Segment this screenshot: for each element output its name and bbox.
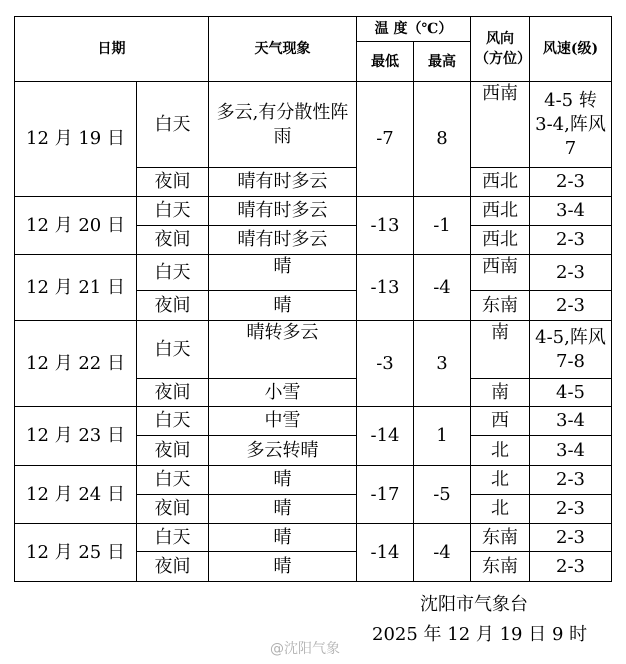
weather-cell: 中雪	[209, 407, 357, 436]
date-cell: 12 月 20 日	[15, 197, 137, 255]
header-wind-direction: 风向（方位）	[471, 17, 530, 82]
period-cell: 白天	[137, 321, 209, 379]
date-cell: 12 月 19 日	[15, 82, 137, 197]
period-cell: 夜间	[137, 495, 209, 524]
wind-speed-cell: 4-5	[530, 379, 612, 407]
high-temp-cell: -4	[414, 255, 471, 321]
wind-speed-cell: 3-4	[530, 436, 612, 466]
weather-cell: 小雪	[209, 379, 357, 407]
low-temp-cell: -7	[357, 82, 414, 197]
weather-cell: 晴	[209, 524, 357, 552]
weather-cell: 晴转多云	[209, 321, 357, 379]
wind-speed-cell: 2-3	[530, 255, 612, 291]
header-wind-speed: 风速(级)	[530, 17, 612, 82]
wind-direction-cell: 东南	[471, 524, 530, 552]
wind-speed-cell: 2-3	[530, 495, 612, 524]
high-temp-cell: -4	[414, 524, 471, 582]
period-cell: 白天	[137, 524, 209, 552]
period-cell: 夜间	[137, 552, 209, 582]
low-temp-cell: -13	[357, 255, 414, 321]
wind-speed-cell: 2-3	[530, 466, 612, 495]
wind-speed-cell: 3-4	[530, 407, 612, 436]
wind-direction-cell: 北	[471, 466, 530, 495]
date-cell: 12 月 21 日	[15, 255, 137, 321]
issuing-organization: 沈阳市气象台	[420, 594, 528, 615]
high-temp-cell: -1	[414, 197, 471, 255]
wind-speed-cell: 3-4	[530, 197, 612, 226]
header-weather: 天气现象	[209, 17, 357, 82]
high-temp-cell: 8	[414, 82, 471, 197]
weather-cell: 晴	[209, 495, 357, 524]
weather-cell: 多云转晴	[209, 436, 357, 466]
low-temp-cell: -17	[357, 466, 414, 524]
issue-time: 2025 年 12 月 19 日 9 时	[372, 624, 588, 645]
wind-direction-cell: 西南	[471, 82, 530, 168]
date-cell: 12 月 25 日	[15, 524, 137, 582]
high-temp-cell: 3	[414, 321, 471, 407]
period-cell: 夜间	[137, 291, 209, 321]
period-cell: 白天	[137, 197, 209, 226]
weather-cell: 晴有时多云	[209, 197, 357, 226]
weather-cell: 晴	[209, 552, 357, 582]
wind-direction-cell: 西北	[471, 197, 530, 226]
header-low: 最低	[357, 42, 414, 82]
wind-direction-cell: 东南	[471, 291, 530, 321]
date-cell: 12 月 22 日	[15, 321, 137, 407]
weather-cell: 晴	[209, 291, 357, 321]
weather-cell: 多云,有分散性阵雨	[209, 82, 357, 168]
high-temp-cell: -5	[414, 466, 471, 524]
wind-speed-cell: 2-3	[530, 552, 612, 582]
wind-speed-cell: 2-3	[530, 226, 612, 255]
wind-speed-cell: 2-3	[530, 524, 612, 552]
wind-direction-cell: 西	[471, 407, 530, 436]
wind-speed-cell: 2-3	[530, 168, 612, 197]
forecast-table	[14, 16, 612, 582]
wind-direction-cell: 北	[471, 495, 530, 524]
wind-speed-cell: 4-5 转 3-4,阵风 7	[530, 82, 612, 168]
wind-direction-cell: 北	[471, 436, 530, 466]
weather-cell: 晴有时多云	[209, 168, 357, 197]
header-date: 日期	[15, 17, 209, 82]
weather-cell: 晴有时多云	[209, 226, 357, 255]
period-cell: 白天	[137, 407, 209, 436]
wind-direction-cell: 东南	[471, 552, 530, 582]
low-temp-cell: -13	[357, 197, 414, 255]
weather-cell: 晴	[209, 255, 357, 291]
wind-direction-cell: 南	[471, 321, 530, 379]
high-temp-cell: 1	[414, 407, 471, 466]
period-cell: 白天	[137, 82, 209, 168]
period-cell: 白天	[137, 466, 209, 495]
header-high: 最高	[414, 42, 471, 82]
low-temp-cell: -14	[357, 524, 414, 582]
wind-speed-cell: 2-3	[530, 291, 612, 321]
weather-cell: 晴	[209, 466, 357, 495]
date-cell: 12 月 23 日	[15, 407, 137, 466]
period-cell: 夜间	[137, 168, 209, 197]
low-temp-cell: -3	[357, 321, 414, 407]
period-cell: 夜间	[137, 379, 209, 407]
wind-direction-cell: 西北	[471, 168, 530, 197]
wind-direction-cell: 西南	[471, 255, 530, 291]
period-cell: 夜间	[137, 436, 209, 466]
period-cell: 白天	[137, 255, 209, 291]
date-cell: 12 月 24 日	[15, 466, 137, 524]
wind-speed-cell: 4-5,阵风 7-8	[530, 321, 612, 379]
wind-direction-cell: 西北	[471, 226, 530, 255]
header-temperature: 温 度（℃）	[357, 17, 471, 42]
wind-direction-cell: 南	[471, 379, 530, 407]
low-temp-cell: -14	[357, 407, 414, 466]
period-cell: 夜间	[137, 226, 209, 255]
watermark: @沈阳气象	[270, 641, 340, 657]
